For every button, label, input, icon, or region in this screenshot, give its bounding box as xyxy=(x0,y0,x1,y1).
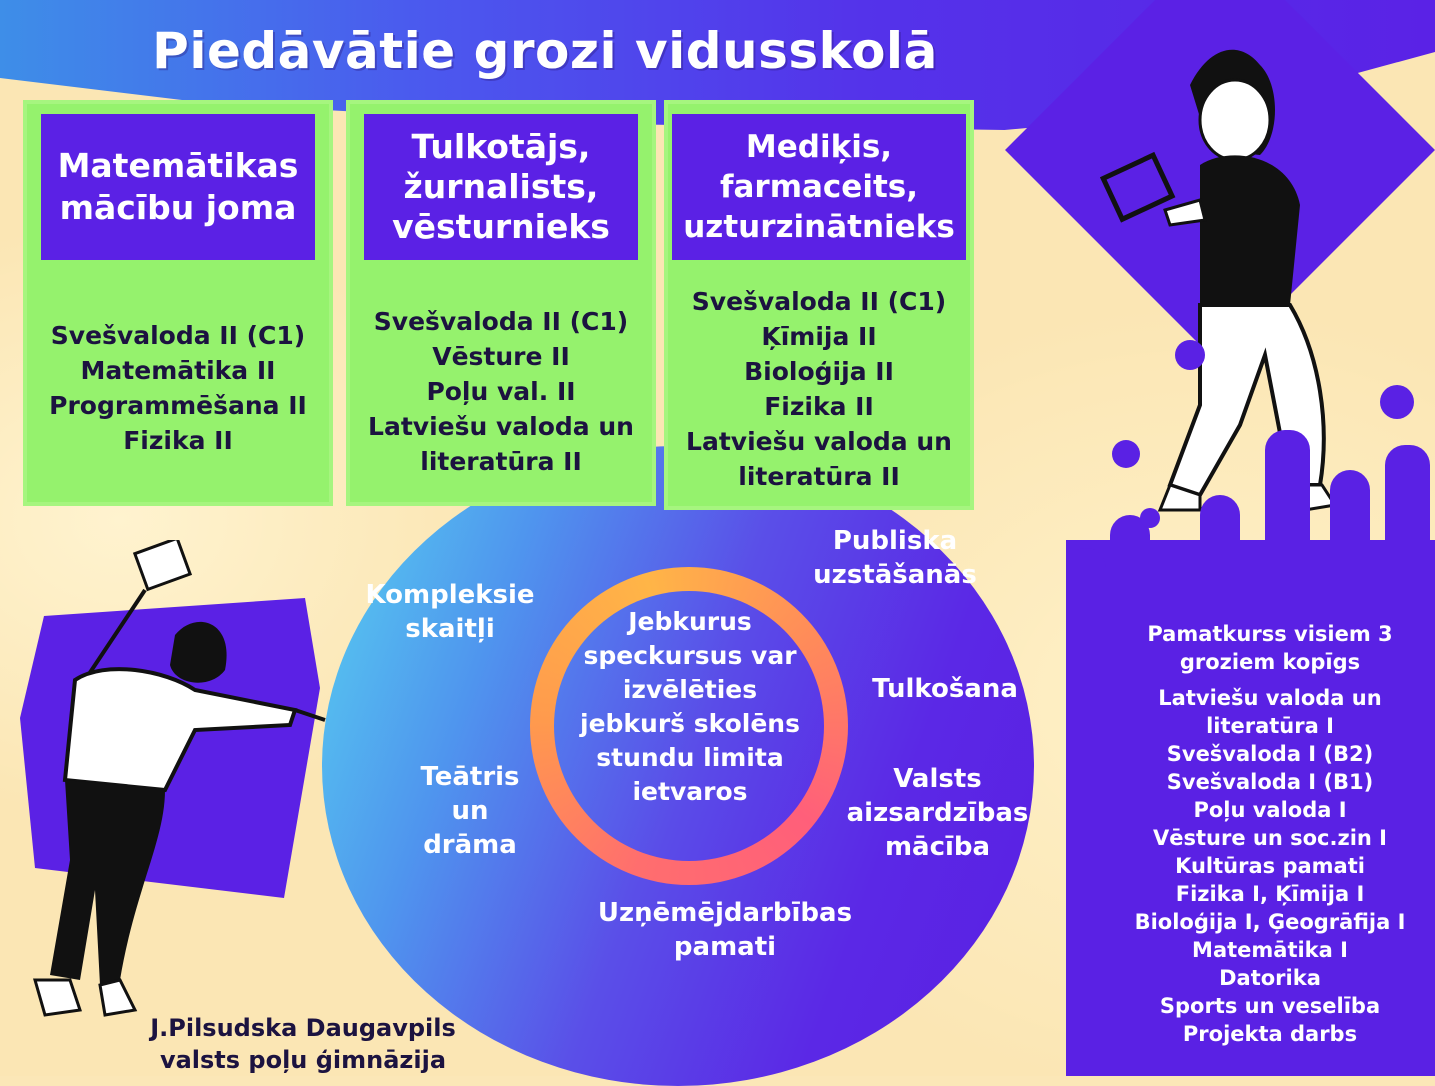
dot-decoration xyxy=(1140,508,1160,528)
core-course-heading: Pamatkurss visiem 3 groziem kopīgs xyxy=(1147,622,1393,674)
dot-decoration xyxy=(1112,440,1140,468)
core-subject: Bioloģija I, Ģeogrāfija I xyxy=(1134,910,1406,934)
pillar-decoration xyxy=(1110,515,1150,615)
page-title: Piedāvātie grozi vidusskolā xyxy=(152,22,938,80)
dot-decoration xyxy=(1380,385,1414,419)
school-name: J.Pilsudska Daugavpils valsts poļu ģimnāzija xyxy=(150,1014,456,1074)
core-subject: Latviešu valoda un xyxy=(1158,686,1382,710)
card-tulkotajs xyxy=(346,100,656,506)
pillar-decoration xyxy=(1330,470,1370,620)
dot-decoration xyxy=(1175,340,1205,370)
card-subject-list: Svešvaloda II (C1) Matemātika II Programmēšana II Fizika II xyxy=(49,321,307,455)
card-medikis xyxy=(664,100,974,510)
core-course-text xyxy=(1120,620,1420,1048)
card-heading: Mediķis, farmaceits, uzturzinātnieks xyxy=(672,114,966,260)
core-subject: Vēsture un soc.zin I xyxy=(1153,826,1387,850)
topic-uznemejdarbibas-pamati: Uzņēmējdarbības pamati xyxy=(597,898,853,962)
core-subject: Projekta darbs xyxy=(1182,1022,1358,1046)
core-subject: Datorika xyxy=(1219,966,1321,990)
card-heading: Matemātikas mācību joma xyxy=(41,114,315,260)
pillar-decoration xyxy=(1265,430,1310,620)
core-subject: literatūra I xyxy=(1206,714,1334,738)
core-subject: Matemātika I xyxy=(1192,938,1348,962)
topic-publiska-uzstasanas: Publiska uzstāšanās xyxy=(813,526,977,590)
core-subject: Kultūras pamati xyxy=(1175,854,1365,878)
card-subject-list: Svešvaloda II (C1) Ķīmija II Bioloģija II Fizika II Latviešu valoda un literatūra II xyxy=(686,287,952,491)
writing-person-illustration xyxy=(25,540,335,1020)
core-subject: Poļu valoda I xyxy=(1193,798,1347,822)
topic-valsts-aizsardzibas-maciba: Valsts aizsardzības mācība xyxy=(846,764,1029,862)
pillar-decoration xyxy=(1066,548,1106,608)
core-subject: Sports un veselība xyxy=(1159,994,1381,1018)
core-subject: Svešvaloda I (B2) xyxy=(1166,742,1374,766)
pillar-decoration xyxy=(1200,495,1240,615)
core-subject: Fizika I, Ķīmija I xyxy=(1175,882,1365,906)
core-subject: Svešvaloda I (B1) xyxy=(1166,770,1374,794)
center-ring-text: Jebkurus speckursus var izvēlēties jebkurš skolēns stundu limita ietvaros xyxy=(580,607,800,806)
card-heading: Tulkotājs, žurnalists, vēsturnieks xyxy=(364,114,638,260)
topic-kompleksie-skaitli: Kompleksie skaitļi xyxy=(365,580,535,644)
topic-tulkosana: Tulkošana xyxy=(872,674,1018,704)
pillar-decoration xyxy=(1385,445,1430,625)
topic-teatris-un-drama: Teātris un drāma xyxy=(420,762,520,860)
card-matematikas-joma xyxy=(23,100,333,506)
card-subject-list: Svešvaloda II (C1) Vēsture II Poļu val. II Latviešu valoda un literatūra II xyxy=(368,307,634,476)
